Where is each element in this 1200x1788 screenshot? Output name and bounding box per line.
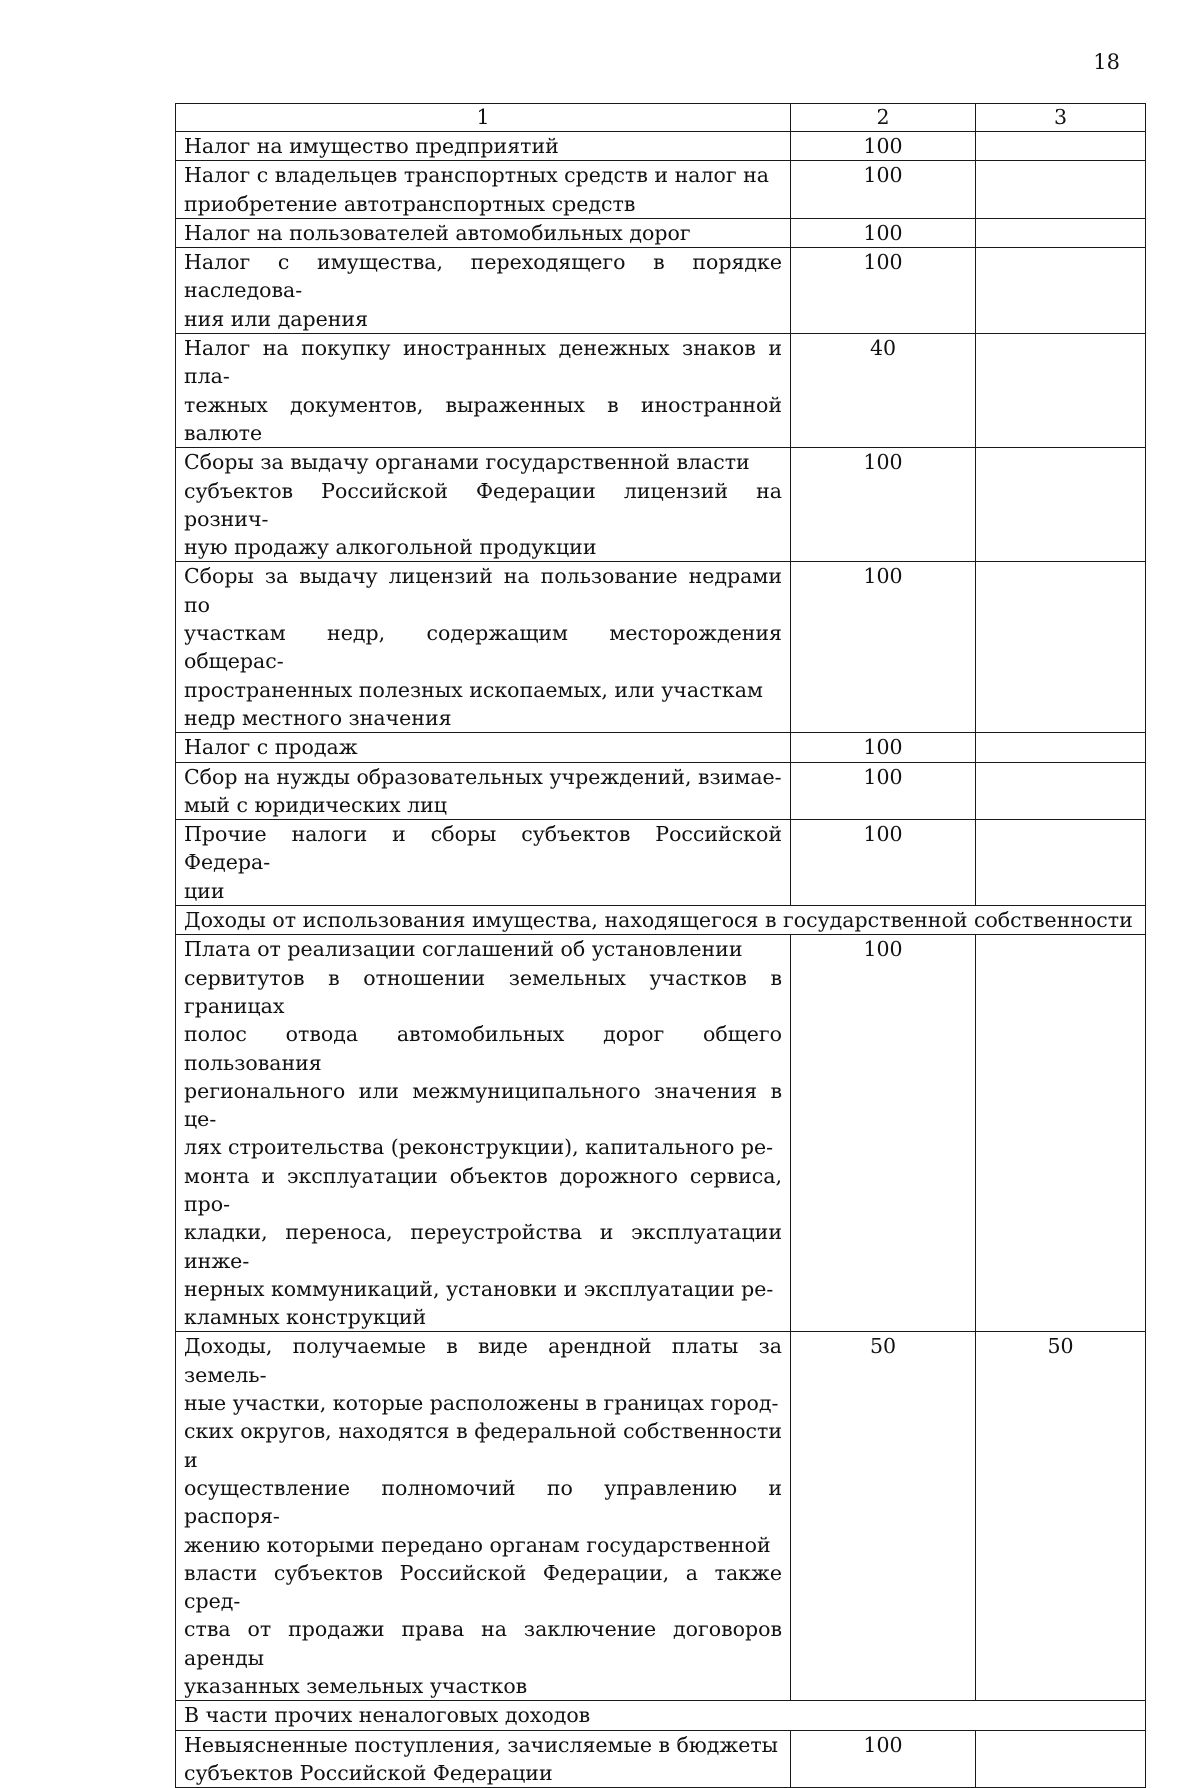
table-row [176, 161, 1146, 219]
share-column-2-cell: 100 [791, 733, 976, 762]
table-row [176, 820, 1146, 906]
revenue-type-cell: Невыясненные поступления, зачисляемые в бюджеты субъектов Российской Федерации [176, 1730, 791, 1788]
share-column-2-cell: 40 [791, 334, 976, 448]
column-header-1: 1 [176, 104, 791, 132]
share-column-3-cell [976, 762, 1146, 820]
revenue-type-cell: Плата от реализации соглашений об установлении сервитутов в отношении земельных участков в границах полос отвода автомобильных дорог общего пользования регионального или межмуниципального значения в це- лях строительства (реконструкции), капитального ре- монта и эксплуатации объектов дорожного сервиса, про- кладки, переноса, переустройства и эксплуатации инже- нерных коммуникаций, установки и эксплуатации ре- кламных конструкций [176, 935, 791, 1332]
revenue-type-cell: Налог на покупку иностранных денежных знаков и пла- тежных документов, выраженных в иностранной валюте [176, 334, 791, 448]
share-column-3-cell [976, 132, 1146, 161]
table-row [176, 334, 1146, 448]
table-row [176, 562, 1146, 733]
share-column-2-cell: 100 [791, 161, 976, 219]
revenue-type-cell: Налог с владельцев транспортных средств и налог на приобретение автотранспортных средств [176, 161, 791, 219]
share-column-3-cell [976, 248, 1146, 334]
share-column-2-cell: 100 [791, 762, 976, 820]
share-column-2-cell: 100 [791, 935, 976, 1332]
share-column-3-cell: 50 [976, 1332, 1146, 1701]
column-header-2: 2 [791, 104, 976, 132]
share-column-2-cell: 100 [791, 132, 976, 161]
revenue-type-cell: Налог с продаж [176, 733, 791, 762]
table-row [176, 218, 1146, 247]
section-title: Доходы от использования имущества, находящегося в государственной собственности [176, 906, 1146, 935]
share-column-3-cell [976, 161, 1146, 219]
table-header-row [176, 104, 1146, 132]
section-row [176, 906, 1146, 935]
share-column-2-cell: 100 [791, 562, 976, 733]
table-row [176, 132, 1146, 161]
share-column-3-cell [976, 334, 1146, 448]
table-row [176, 1332, 1146, 1701]
table-row [176, 248, 1146, 334]
table-row [176, 448, 1146, 562]
revenue-type-cell: Сбор на нужды образовательных учреждений, взимае- мый с юридических лиц [176, 762, 791, 820]
share-column-3-cell [976, 820, 1146, 906]
share-column-3-cell [976, 562, 1146, 733]
table-row [176, 733, 1146, 762]
share-column-2-cell: 100 [791, 820, 976, 906]
share-column-2-cell: 100 [791, 248, 976, 334]
page-number: 18 [1093, 50, 1120, 74]
share-column-3-cell [976, 218, 1146, 247]
share-column-2-cell: 100 [791, 218, 976, 247]
share-column-3-cell [976, 935, 1146, 1332]
table-row [176, 762, 1146, 820]
share-column-2-cell: 100 [791, 448, 976, 562]
revenue-type-cell: Налог с имущества, переходящего в порядке наследова- ния или дарения [176, 248, 791, 334]
revenue-type-cell: Прочие налоги и сборы субъектов Российской Федера- ции [176, 820, 791, 906]
revenue-type-cell: Налог на пользователей автомобильных дорог [176, 218, 791, 247]
table-body [176, 104, 1146, 1788]
share-column-2-cell: 50 [791, 1332, 976, 1701]
share-column-3-cell [976, 448, 1146, 562]
section-row [176, 1701, 1146, 1730]
table-row [176, 1730, 1146, 1788]
table-row [176, 935, 1146, 1332]
revenue-type-cell: Сборы за выдачу органами государственной власти субъектов Российской Федерации лицензий на рознич- ную продажу алкогольной продукции [176, 448, 791, 562]
revenue-type-cell: Доходы, получаемые в виде арендной платы за земель- ные участки, которые расположены в границах город- ских округов, находятся в федеральной собственности и осуществление полномочий по управлению и распоря- жению которыми передано органам государственной власти субъектов Российской Федерации, а также сред- ства от продажи права на заключение договоров аренды указанных земельных участков [176, 1332, 791, 1701]
share-column-3-cell [976, 733, 1146, 762]
column-header-3: 3 [976, 104, 1146, 132]
section-title: В части прочих неналоговых доходов [176, 1701, 1146, 1730]
revenue-type-cell: Сборы за выдачу лицензий на пользование недрами по участкам недр, содержащим месторождения общерас- пространенных полезных ископаемых, или участкам недр местного значения [176, 562, 791, 733]
share-column-2-cell: 100 [791, 1730, 976, 1788]
revenue-distribution-table [175, 103, 1146, 1788]
revenue-type-cell: Налог на имущество предприятий [176, 132, 791, 161]
share-column-3-cell [976, 1730, 1146, 1788]
